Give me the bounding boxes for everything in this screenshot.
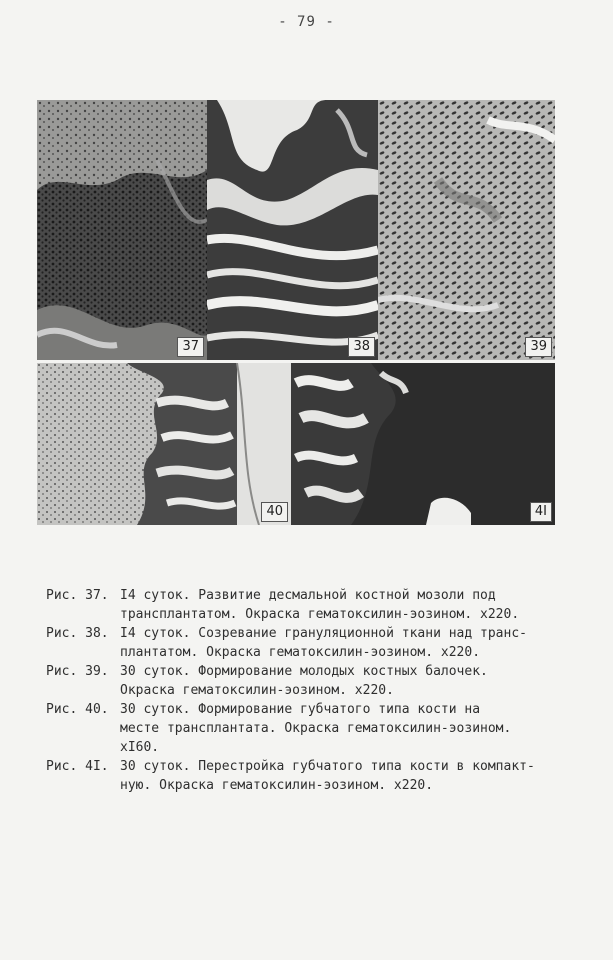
page-number: - 79 - — [278, 14, 335, 30]
caption-line: 30 суток. Формирование молодых костных балочек. — [120, 664, 488, 679]
figure-number-39: 39 — [525, 337, 552, 357]
caption-label: Рис. 37. — [46, 588, 109, 603]
figure-plate — [37, 100, 555, 525]
caption-line: трансплантатом. Окраска гематоксилин-эозином. x220. — [120, 607, 520, 622]
caption-label: Рис. 38. — [46, 626, 109, 641]
caption-label: Рис. 39. — [46, 664, 109, 679]
micrograph-41 — [291, 363, 555, 525]
caption-line: 30 суток. Формирование губчатого типа кости на — [120, 702, 481, 717]
caption-label: Рис. 4I. — [46, 759, 109, 774]
figure-number-41: 4I — [530, 502, 552, 522]
caption-line: плантатом. Окраска гематоксилин-эозином. x220. — [120, 645, 481, 660]
caption-39 — [46, 662, 586, 700]
caption-40 — [46, 700, 586, 757]
figure-number-37: 37 — [177, 337, 204, 357]
caption-line: Окраска гематоксилин-эозином. x220. — [120, 683, 394, 698]
caption-41 — [46, 757, 586, 795]
figure-number-40: 40 — [261, 502, 288, 522]
caption-line: xI60. — [120, 740, 160, 755]
caption-line: I4 суток. Созревание грануляционной ткани над транс- — [120, 626, 527, 641]
caption-line: 30 суток. Перестройка губчатого типа кости в компакт- — [120, 759, 535, 774]
caption-line: ную. Окраска гематоксилин-эозином. x220. — [120, 778, 434, 793]
micrograph-38 — [207, 100, 378, 360]
caption-line: I4 суток. Развитие десмальной костной мозоли под — [120, 588, 496, 603]
micrograph-40 — [37, 363, 291, 525]
caption-37 — [46, 586, 586, 624]
caption-38 — [46, 624, 586, 662]
micrograph-39 — [378, 100, 555, 360]
caption-label: Рис. 40. — [46, 702, 109, 717]
micrograph-37 — [37, 100, 207, 360]
caption-line: месте трансплантата. Окраска гематоксилин-эозином. — [120, 721, 512, 736]
figure-number-38: 38 — [348, 337, 375, 357]
figure-captions — [46, 586, 586, 795]
